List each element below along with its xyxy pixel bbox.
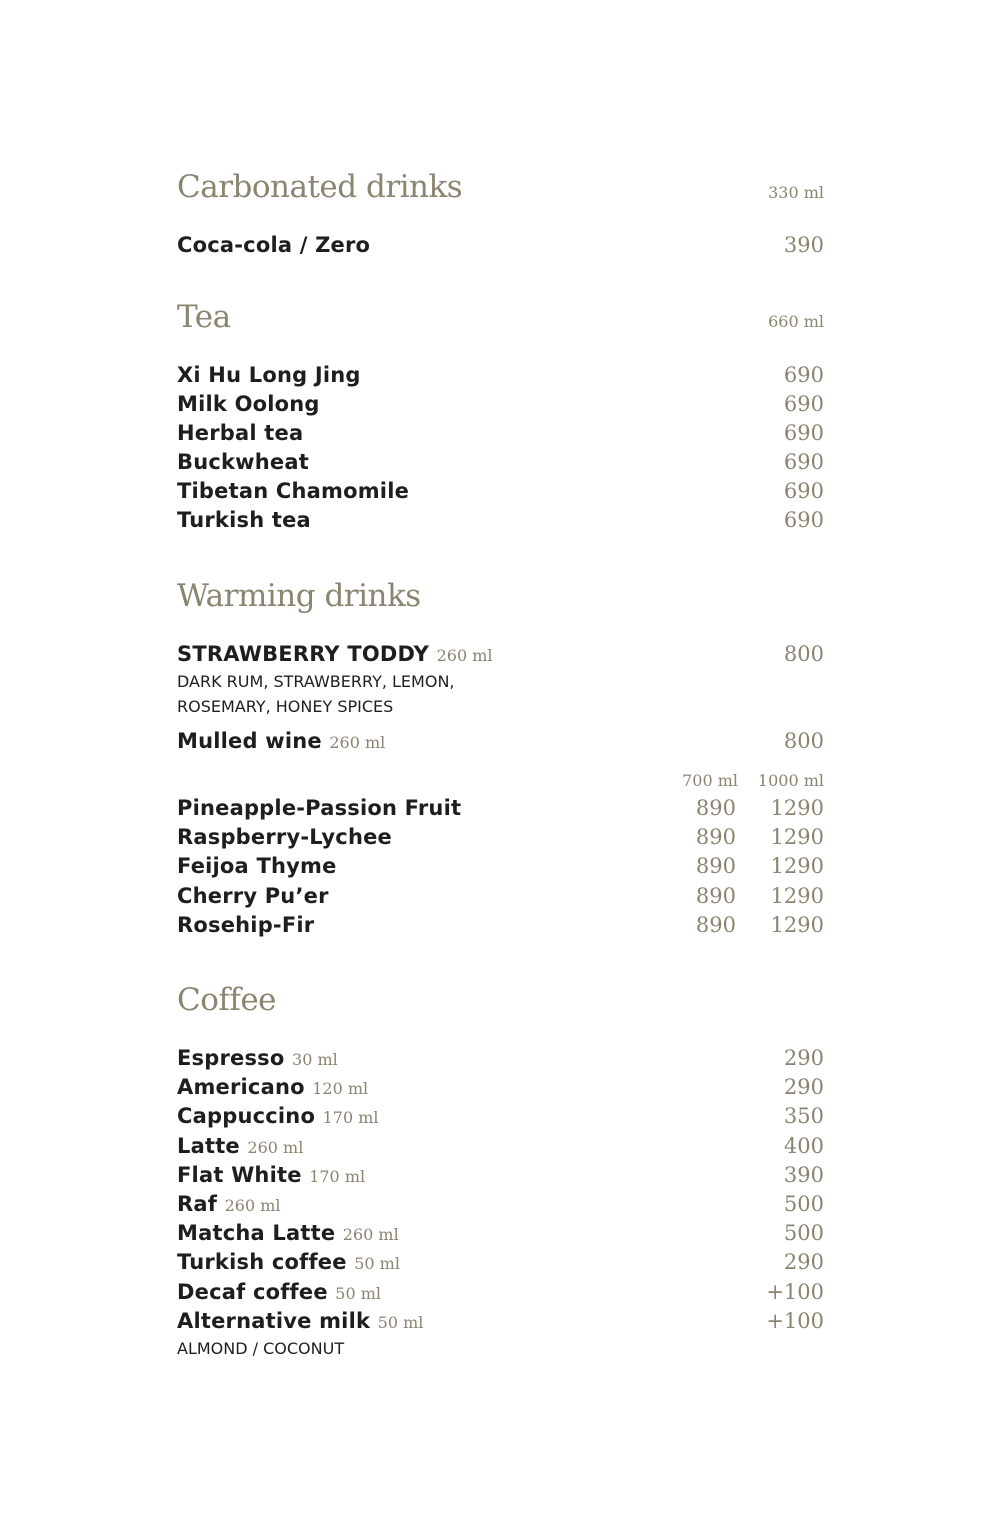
menu-item-price: 800 xyxy=(783,729,824,753)
size-header-large: 1000 ml xyxy=(757,771,824,790)
menu-item-price-large: 1290 xyxy=(770,825,824,849)
menu-item-coffee xyxy=(177,1252,400,1273)
menu-item-name: Raf xyxy=(177,1192,218,1216)
menu-item-coffee xyxy=(177,1311,423,1332)
menu-item-name: STRAWBERRY TODDY xyxy=(177,642,430,666)
menu-item-name: Milk Oolong xyxy=(177,392,320,416)
menu-item-name: Herbal tea xyxy=(177,421,304,445)
menu-item-volume: 50 ml xyxy=(354,1254,400,1273)
menu-item-price: 690 xyxy=(783,508,824,532)
menu-item-coffee xyxy=(177,1165,365,1186)
menu-item-price-small: 890 xyxy=(695,913,736,937)
menu-item-price: 690 xyxy=(783,363,824,387)
menu-item-price: 350 xyxy=(783,1104,824,1128)
menu-item-toddy xyxy=(177,644,493,665)
menu-item-coffee xyxy=(177,1048,338,1069)
menu-item-coffee xyxy=(177,1282,381,1303)
menu-item-mulled-wine xyxy=(177,731,385,752)
menu-item-price-small: 890 xyxy=(695,854,736,878)
menu-item-volume: 50 ml xyxy=(335,1284,382,1303)
menu-item-price: 290 xyxy=(783,1075,824,1099)
menu-item-volume: 260 ml xyxy=(342,1225,399,1244)
menu-item-name: Americano xyxy=(177,1075,305,1099)
menu-item-price-large: 1290 xyxy=(770,854,824,878)
menu-item-price: 800 xyxy=(783,642,824,666)
menu-item-price-small: 890 xyxy=(695,825,736,849)
menu-item-description: ROSEMARY, HONEY SPICES xyxy=(177,697,394,716)
menu-item-volume: 170 ml xyxy=(309,1167,366,1186)
menu-item-price: 500 xyxy=(783,1192,824,1216)
menu-item-name: Cappuccino xyxy=(177,1104,316,1128)
menu-item-name: Cherry Pu’er xyxy=(177,884,329,908)
menu-item-name: Tibetan Chamomile xyxy=(177,479,410,503)
menu-item-volume: 170 ml xyxy=(322,1108,379,1127)
section-title-tea: Tea xyxy=(177,299,231,335)
menu-item-price: 690 xyxy=(783,392,824,416)
menu-item-name: Pineapple-Passion Fruit xyxy=(177,796,462,820)
menu-item-coffee xyxy=(177,1106,379,1127)
menu-item-price: 290 xyxy=(783,1046,824,1070)
menu-item-volume: 260 ml xyxy=(436,646,493,665)
menu-item-name: Feijoa Thyme xyxy=(177,854,337,878)
menu-item-volume: 120 ml xyxy=(312,1079,369,1098)
menu-item-coffee xyxy=(177,1136,303,1157)
menu-item-name: Turkish tea xyxy=(177,508,311,532)
menu-item-name: Mulled wine xyxy=(177,729,322,753)
menu-item-volume: 260 ml xyxy=(247,1138,304,1157)
menu-item-price: 500 xyxy=(783,1221,824,1245)
menu-item-name: Flat White xyxy=(177,1163,302,1187)
menu-item-price: 290 xyxy=(783,1250,824,1274)
menu-item-name: Buckwheat xyxy=(177,450,309,474)
menu-item-volume: 260 ml xyxy=(329,733,386,752)
menu-item-name: Raspberry-Lychee xyxy=(177,825,392,849)
section-title-warming: Warming drinks xyxy=(177,578,421,614)
menu-item-coffee xyxy=(177,1194,281,1215)
menu-item-price-large: 1290 xyxy=(770,796,824,820)
menu-item-name: Rosehip-Fir xyxy=(177,913,315,937)
section-title-carbonated: Carbonated drinks xyxy=(177,169,463,205)
menu-item-price-small: 890 xyxy=(695,884,736,908)
menu-item-description: ALMOND / COCONUT xyxy=(177,1339,345,1358)
menu-item-price-large: 1290 xyxy=(770,884,824,908)
menu-item-name: Turkish coffee xyxy=(177,1250,347,1274)
menu-item-price: 690 xyxy=(783,450,824,474)
menu-item-price: +100 xyxy=(766,1280,824,1304)
section-volume-tea: 660 ml xyxy=(768,312,824,331)
menu-item-description: DARK RUM, STRAWBERRY, LEMON, xyxy=(177,672,455,691)
section-title-coffee: Coffee xyxy=(177,982,277,1018)
menu-item-price: 390 xyxy=(783,233,824,257)
menu-item-name: Espresso xyxy=(177,1046,285,1070)
section-volume-carbonated: 330 ml xyxy=(768,183,824,202)
menu-item-coffee xyxy=(177,1223,399,1244)
menu-item-name: Matcha Latte xyxy=(177,1221,336,1245)
menu-item-volume: 260 ml xyxy=(224,1196,281,1215)
menu-item-price: 400 xyxy=(783,1134,824,1158)
menu-item-price-large: 1290 xyxy=(770,913,824,937)
menu-item-name: Latte xyxy=(177,1134,240,1158)
menu-item-name: Coca-cola / Zero xyxy=(177,233,371,257)
menu-item-price: +100 xyxy=(766,1309,824,1333)
menu-item-name: Alternative milk xyxy=(177,1309,371,1333)
menu-item-coffee xyxy=(177,1077,368,1098)
menu-item-volume: 30 ml xyxy=(292,1050,338,1069)
menu-item-price: 690 xyxy=(783,421,824,445)
menu-item-price: 690 xyxy=(783,479,824,503)
menu-item-price: 390 xyxy=(783,1163,824,1187)
size-header-small: 700 ml xyxy=(682,771,738,790)
menu-item-name: Decaf coffee xyxy=(177,1280,328,1304)
menu-item-volume: 50 ml xyxy=(377,1313,424,1332)
menu-item-name: Xi Hu Long Jing xyxy=(177,363,361,387)
menu-item-price-small: 890 xyxy=(695,796,736,820)
